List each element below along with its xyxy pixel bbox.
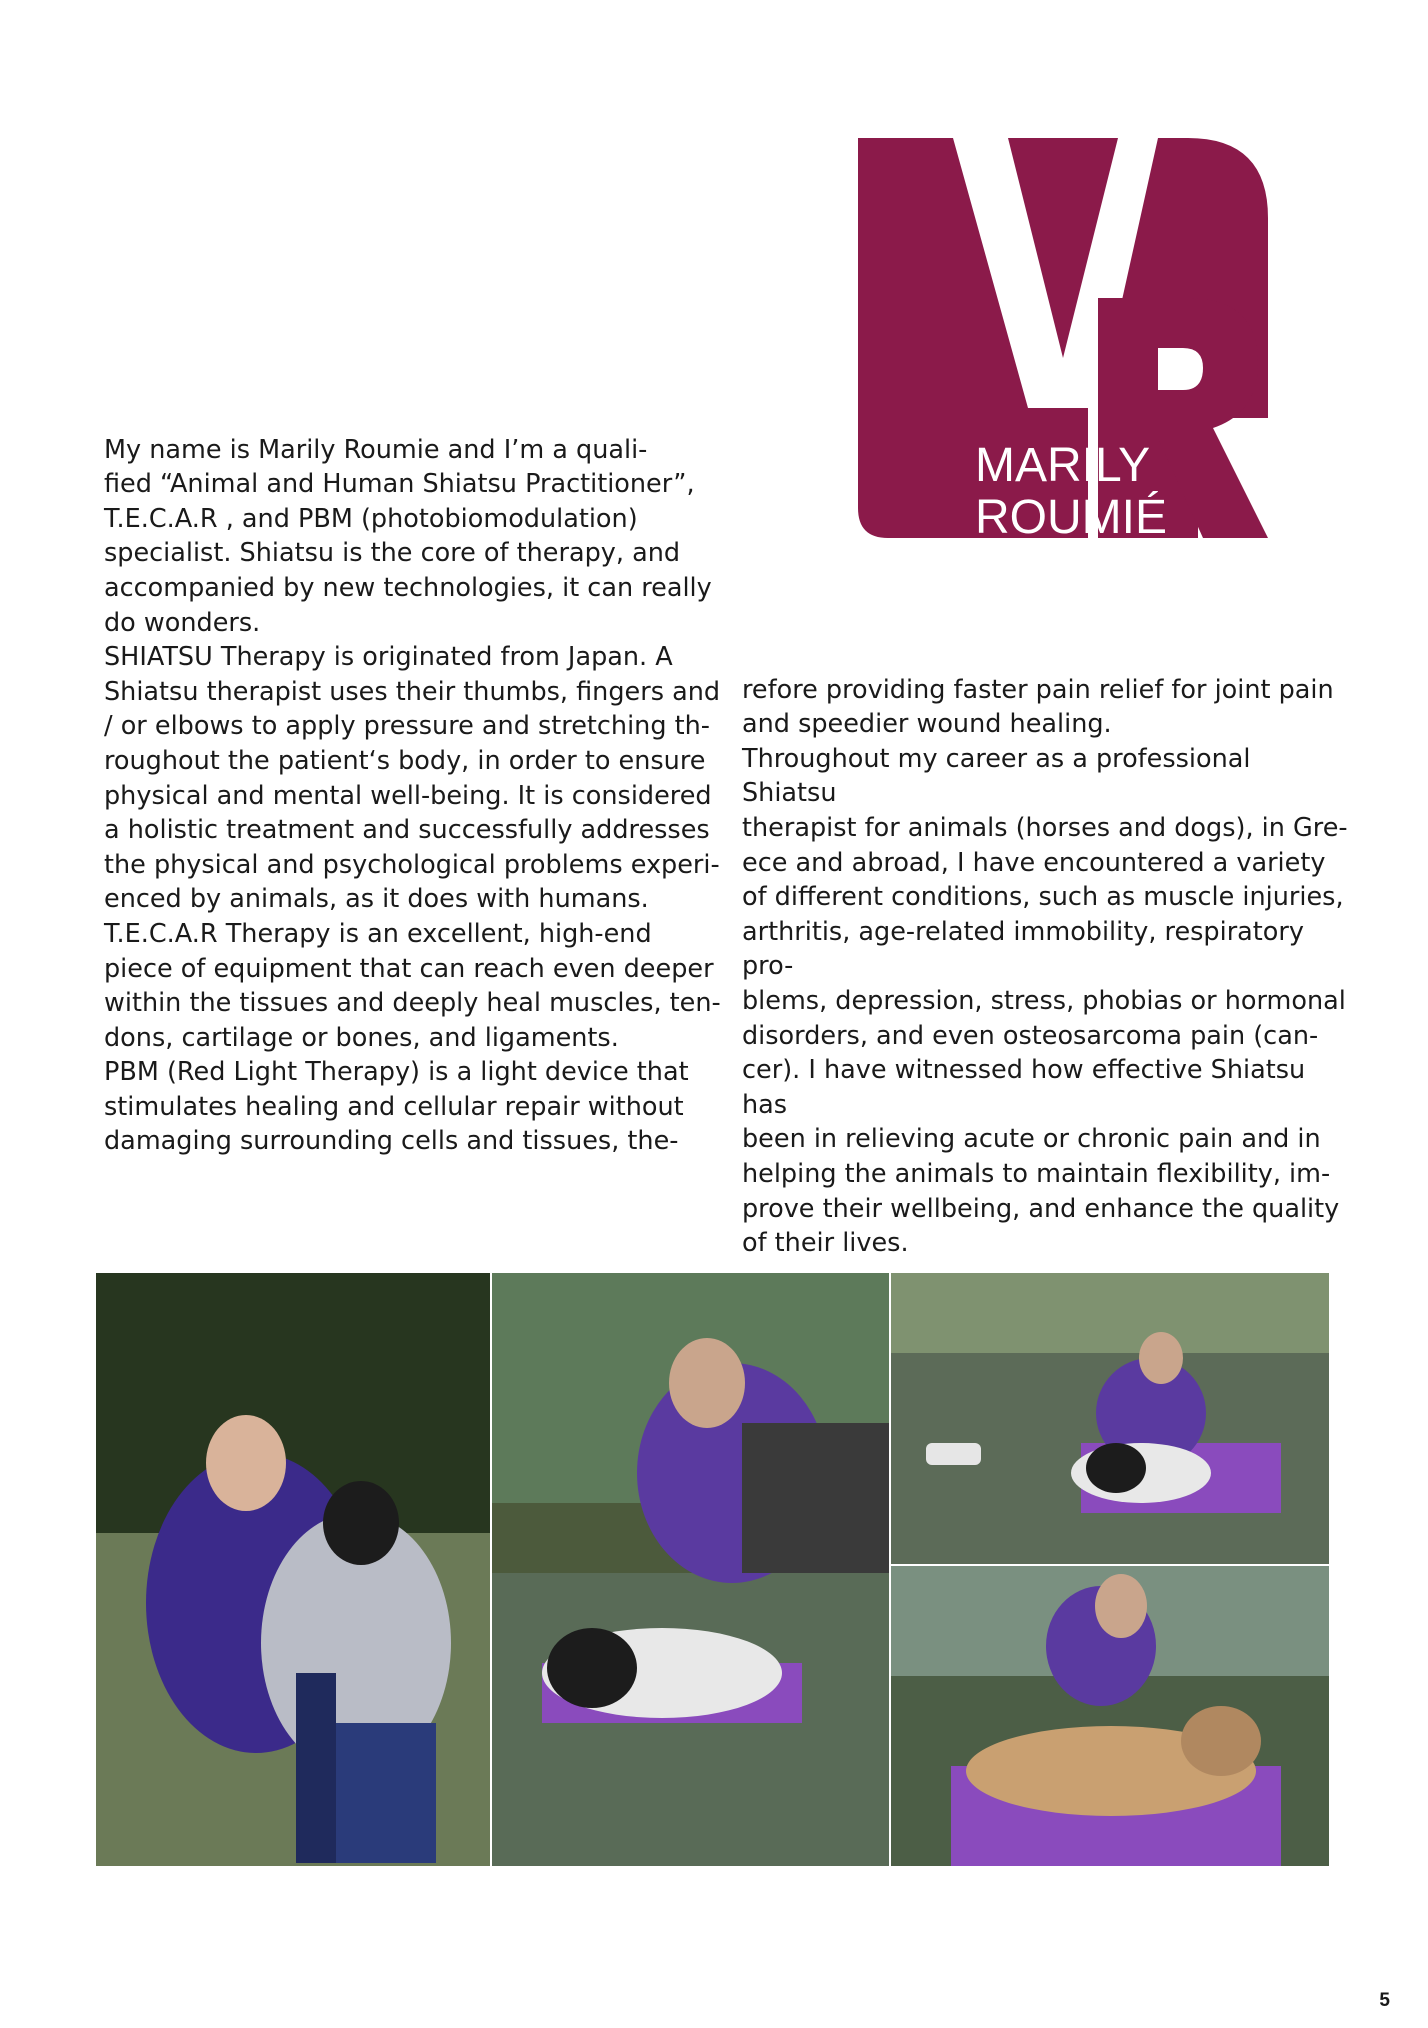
logo-text — [975, 440, 1175, 544]
intro-paragraph: My name is Marily Roumie and I’m a quali- fied “Animal and Human Shiatsu Practitioner”, T.E.C.A.R , and PBM (photobiomodulation) specialist. Shiatsu is the core of therapy, and accompanied by new technologies, it can really do wonders. SHIATSU Therapy is originated from Japan. A Shiatsu therapist uses their thumbs, fingers and / or elbows to apply pressure and stretching th- roughout the patient‘s body, in order to ensure physical and mental well-being. It is considered a holistic treatment and successfully addresses the physical and psychological problems experi- enced by animals, as it does with humans. T.E.C.A.R Therapy is an excellent, high-end piece of equipment that can reach even deeper within the tissues and deeply heal muscles, ten- dons, cartilage or bones, and ligaments. PBM (Red Light Therapy) is a light device that stimulates healing and cellular repair without damaging surrounding cells and tissues, the- — [104, 434, 721, 1157]
continued-column — [742, 638, 1352, 1295]
photo-collage — [96, 1273, 1329, 1866]
continued-paragraph: refore providing faster pain relief for joint pain and speedier wound healing. Throughout my career as a professional Shiatsu therapist for animals (horses and dogs), in Gre- ece and abroad, I have encountered a variety of different conditions, such as muscle injuries, arthritis, age-related immobility, respiratory pro- blems, depression, stress, phobias or hormonal disorders, and even osteosarcoma pain (can- cer). I have witnessed how effective Shiatsu has been in relieving acute or chronic pain and in helping the animals to maintain flexibility, im- prove their wellbeing, and enhance the quality of their lives. — [742, 674, 1348, 1259]
logo-line-2: ROUMIÉ — [975, 491, 1167, 544]
photo-dog-shiatsu-1 — [492, 1273, 889, 1866]
photo-human-shiatsu — [96, 1273, 490, 1866]
intro-column — [104, 398, 724, 1194]
page-number: 5 — [1379, 1990, 1390, 2011]
photo-dog-shiatsu-3 — [891, 1566, 1329, 1866]
photo-dog-shiatsu-2 — [891, 1273, 1329, 1564]
logo-line-1: MARILY — [975, 439, 1151, 492]
